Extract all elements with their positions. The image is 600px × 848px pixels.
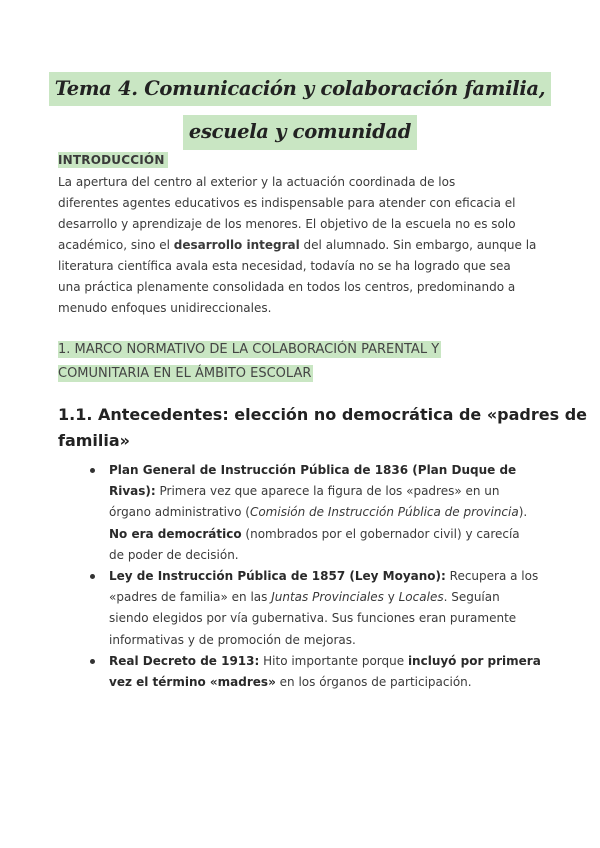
title-line-1: Tema 4. Comunicación y colaboración familia, <box>49 72 552 106</box>
intro-heading: INTRODUCCIÓN <box>58 152 168 168</box>
list-item-bold: Rivas): <box>109 484 156 499</box>
intro-paragraph <box>58 172 542 319</box>
intro-line: una práctica plenamente consolidada en todos los centros, predominando a <box>58 280 516 294</box>
list-item-line <box>109 608 542 629</box>
list-item-line <box>109 672 542 693</box>
list-item <box>86 460 542 566</box>
intro-line: diferentes agentes educativos es indispensable para atender con eficacia el <box>58 196 516 210</box>
list-item-bold: No era democrático <box>109 526 242 541</box>
section-heading-line-1: 1. MARCO NORMATIVO DE LA COLABORACIÓN PARENTAL Y <box>58 342 440 357</box>
list-item-line <box>109 651 542 672</box>
list-item-text: «padres de familia» en las <box>109 590 272 605</box>
list-item-line <box>109 545 542 566</box>
list-item-text: en los órganos de participación. <box>275 675 472 690</box>
list-item-text: y <box>383 590 399 605</box>
list-item-italic: Comisión de Instrucción Pública de provincia <box>249 505 519 520</box>
bullet-icon <box>90 468 95 473</box>
list-item-text: Hito importante porque <box>259 653 408 668</box>
intro-line: menudo enfoques unidireccionales. <box>58 301 272 315</box>
list-item <box>86 566 542 651</box>
list-item-bold: vez el término «madres» <box>109 675 276 690</box>
subsection-heading-line-2: familia» <box>58 431 131 450</box>
list-item-line <box>109 502 542 523</box>
intro-line: literatura científica avala esta necesidad, todavía no se ha logrado que sea <box>58 259 511 273</box>
intro-line: La apertura del centro al exterior y la actuación coordinada de los <box>58 175 456 189</box>
antecedentes-list <box>86 460 542 693</box>
subsection-heading-line-1: 1.1. Antecedentes: elección no democrática de «padres de <box>58 405 588 424</box>
list-item-text: Recupera a los <box>445 569 539 584</box>
intro-text-fragment: del alumnado. Sin embargo, aunque la <box>299 238 537 252</box>
list-item-line <box>109 460 542 481</box>
list-item-text: órgano administrativo ( <box>109 505 250 520</box>
list-item-bold: incluyó por primera <box>407 653 541 668</box>
intro-text-fragment: académico, sino el <box>58 238 174 252</box>
list-item-line <box>109 481 542 502</box>
list-item-bold: Ley de Instrucción Pública de 1857 (Ley Moyano): <box>109 569 446 584</box>
section-heading-1 <box>58 338 542 386</box>
list-item-text: informativas y de promoción de mejoras. <box>109 632 356 647</box>
bullet-icon <box>90 659 95 664</box>
list-item-text: Primera vez que aparece la figura de los «padres» en un <box>155 484 500 499</box>
list-item <box>86 651 542 693</box>
page-title <box>0 72 600 150</box>
list-item-text: ). <box>518 505 528 520</box>
bullet-icon <box>90 574 95 579</box>
list-item-line <box>109 524 542 545</box>
list-item-line <box>109 566 542 587</box>
list-item-bold: Plan General de Instrucción Pública de 1836 (Plan Duque de <box>109 463 517 477</box>
list-item-text: de poder de decisión. <box>109 547 239 562</box>
list-item-line <box>109 630 542 651</box>
list-item-text: (nombrados por el gobernador civil) y carecía <box>241 526 520 541</box>
section-heading-line-2: COMUNITARIA EN EL ÁMBITO ESCOLAR <box>58 366 312 381</box>
subsection-heading <box>58 402 588 454</box>
list-item-bold: Real Decreto de 1913: <box>109 653 260 668</box>
list-item-italic: Locales <box>398 590 444 605</box>
intro-line <box>58 235 542 256</box>
intro-line: desarrollo y aprendizaje de los menores. El objetivo de la escuela no es solo <box>58 217 516 231</box>
list-item-line <box>109 587 542 608</box>
list-item-italic: Juntas Provinciales <box>271 590 384 605</box>
list-item-text: siendo elegidos por vía gubernativa. Sus funciones eran puramente <box>109 611 517 626</box>
list-item-text: . Seguían <box>443 590 500 605</box>
title-line-2: escuela y comunidad <box>183 115 417 149</box>
intro-bold-term: desarrollo integral <box>173 238 300 252</box>
